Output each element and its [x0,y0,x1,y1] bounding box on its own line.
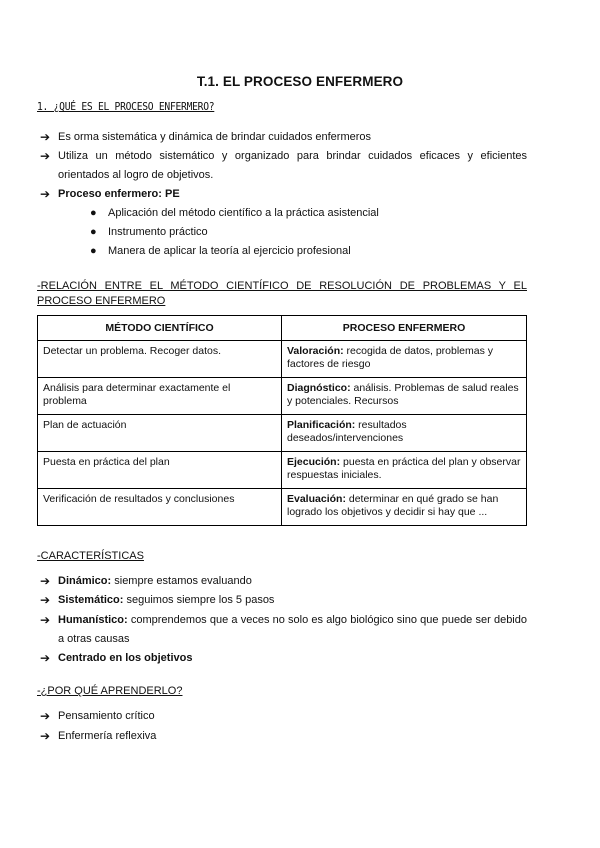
cell-bold: Evaluación: [287,493,346,505]
list-item [37,572,527,591]
section-heading-what-is: 1. ¿QUÉ ES EL PROCESO ENFERMERO? [37,101,215,113]
cell-bold: Ejecución: [287,456,341,468]
list-item-text: Pensamiento crítico [58,710,155,722]
list-item-text: Utiliza un método sistemático y organizado para brindar cuidados eficaces y eficientes orientados al logro de objetivos. [58,150,527,181]
page-title: T.1. EL PROCESO ENFERMERO [196,74,404,89]
table-row [38,341,527,378]
bullet-icon: ● [90,245,97,257]
section-heading-relation: -RELACIÓN ENTRE EL MÉTODO CIENTÍFICO DE RESOLUCIÓN DE PROBLEMAS Y EL PROCESO ENFERMERO [37,280,527,307]
table-cell [282,489,527,526]
bullet-icon: ● [90,226,97,238]
list-item [37,707,527,726]
sub-list-item [90,242,351,260]
list-item [37,649,527,668]
arrow-icon: ➔ [40,187,51,201]
section-heading-characteristics: -CARACTERÍSTICAS [37,550,144,562]
table-cell: Detectar un problema. Recoger datos. [38,341,282,378]
arrow-icon: ➔ [40,729,51,743]
arrow-icon: ➔ [40,593,51,607]
sub-list-item-text: Instrumento práctico [108,226,208,238]
list-item-text: Es orma sistemática y dinámica de brindar cuidados enfermeros [58,131,372,143]
cell-text: recogida de datos, problemas y factores de riesgo [287,345,494,370]
table-row [38,415,527,452]
arrow-icon: ➔ [40,613,51,627]
table-row [38,378,527,415]
list-item-text: siempre estamos evaluando [111,575,252,587]
list-item-text: seguimos siempre los 5 pasos [123,594,275,606]
sub-list-item-text: Manera de aplicar la teoría al ejercicio profesional [108,245,351,257]
table-cell [282,341,527,378]
arrow-icon: ➔ [40,149,51,163]
sub-list-item [90,204,379,222]
cell-text: análisis. Problemas de salud reales y potenciales. Recursos [287,382,519,407]
sub-list-item-text: Aplicación del método científico a la práctica asistencial [108,207,379,219]
cell-bold: Planificación: [287,419,356,431]
arrow-icon: ➔ [40,574,51,588]
table-cell: Análisis para determinar exactamente el problema [38,378,282,415]
list-item [37,128,527,147]
list-item [37,611,527,648]
sub-list-item [90,223,208,241]
table-header: MÉTODO CIENTÍFICO [38,316,282,341]
comparison-table [37,315,527,526]
table-row [38,452,527,489]
table-cell [282,452,527,489]
list-item-bold: Humanístico: [58,614,128,626]
table-cell: Plan de actuación [38,415,282,452]
list-item [37,147,527,184]
table-cell [282,415,527,452]
table-cell: Verificación de resultados y conclusiones [38,489,282,526]
cell-text: determinar en qué grado se han logrado los objetivos y decidir si hay que ... [287,493,499,518]
cell-bold: Diagnóstico: [287,382,351,394]
table-cell [282,378,527,415]
section-heading-why-learn: -¿POR QUÉ APRENDERLO? [37,685,183,697]
list-item [37,185,527,204]
table-header: PROCESO ENFERMERO [282,316,527,341]
bullet-icon: ● [90,207,97,219]
table-cell: Puesta en práctica del plan [38,452,282,489]
arrow-icon: ➔ [40,651,51,665]
cell-bold: Valoración: [287,345,344,357]
list-item [37,727,527,746]
list-item-bold: Centrado en los objetivos [58,652,193,664]
arrow-icon: ➔ [40,709,51,723]
cell-text: puesta en práctica del plan y observar respuestas iniciales. [287,456,521,481]
list-item-bold: Sistemático: [58,594,124,606]
list-item-bold: Dinámico: [58,575,112,587]
list-item-bold: Proceso enfermero: PE [58,188,180,200]
list-item-text: comprendemos que a veces no solo es algo biológico sino que puede ser debido a otras causas [58,614,527,645]
list-item-text: Enfermería reflexiva [58,730,157,742]
arrow-icon: ➔ [40,130,51,144]
list-item [37,591,527,610]
table-row [38,489,527,526]
cell-text: resultados deseados/intervenciones [287,419,407,444]
